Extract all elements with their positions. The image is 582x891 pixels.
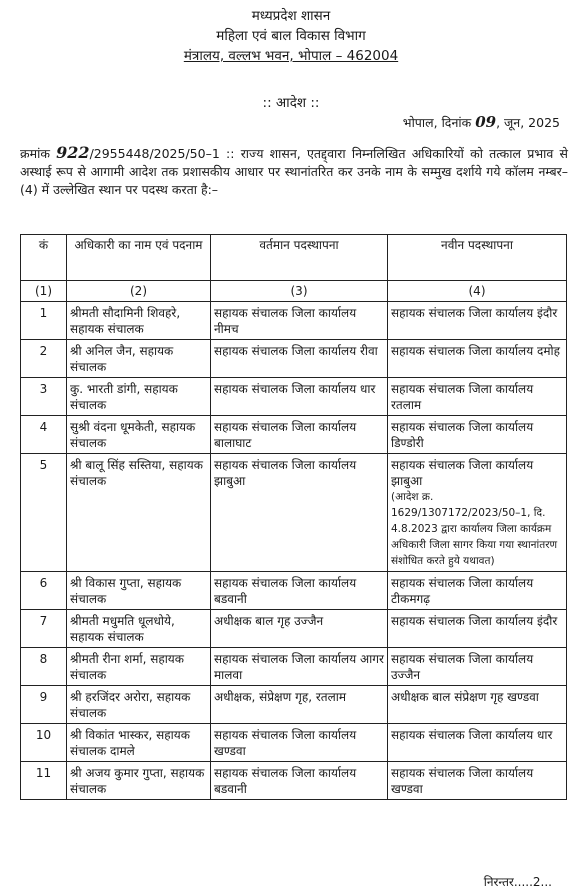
table-row	[21, 648, 567, 686]
row-officer-name-text: श्री हरजिंदर अरोरा, सहायक संचालक	[70, 690, 191, 720]
row-new-posting	[388, 648, 567, 686]
row-current-posting-text: सहायक संचालक जिला कार्यालय धार	[214, 382, 376, 396]
col-num-3: (3)	[211, 281, 388, 302]
dateline	[403, 113, 560, 131]
table-body	[21, 302, 567, 800]
row-sn	[21, 340, 67, 378]
row-officer-name	[67, 762, 211, 800]
row-new-posting-text: सहायक संचालक जिला कार्यालय रतलाम	[391, 382, 534, 412]
letterhead	[0, 6, 582, 66]
row-current-posting	[211, 610, 388, 648]
row-current-posting	[211, 648, 388, 686]
table-row	[21, 762, 567, 800]
row-officer-name-text: सुश्री वंदना धूमकेती, सहायक संचालक	[70, 420, 196, 450]
table-header-row	[21, 235, 567, 281]
row-sn-text: 4	[39, 420, 48, 434]
header-new: नवीन पदस्थापना	[388, 235, 567, 281]
row-current-posting	[211, 454, 388, 572]
row-current-posting-text: सहायक संचालक जिला कार्यालय बालाघाट	[214, 420, 357, 450]
row-new-posting-text: सहायक संचालक जिला कार्यालय झाबुआ	[391, 458, 534, 488]
row-sn-text: 8	[39, 652, 48, 666]
row-current-posting	[211, 724, 388, 762]
row-officer-name-text: श्रीमती सौदामिनी शिवहरे, सहायक संचालक	[70, 306, 181, 336]
row-new-posting-text: सहायक संचालक जिला कार्यालय उज्जैन	[391, 652, 534, 682]
row-current-posting-text: सहायक संचालक जिला कार्यालय झाबुआ	[214, 458, 357, 488]
dateline-prefix: भोपाल, दिनांक	[402, 115, 472, 130]
row-new-posting	[388, 686, 567, 724]
transfer-table	[20, 234, 567, 800]
row-new-posting	[388, 572, 567, 610]
row-current-posting-text: अधीक्षक बाल गृह उज्जैन	[214, 614, 324, 628]
department-name: महिला एवं बाल विकास विभाग	[216, 28, 366, 44]
row-new-posting	[388, 340, 567, 378]
row-new-posting	[388, 762, 567, 800]
table-row	[21, 302, 567, 340]
row-sn	[21, 378, 67, 416]
row-new-posting-text: सहायक संचालक जिला कार्यालय डिण्डोरी	[391, 420, 534, 450]
row-officer-name-text: श्री विकांत भास्कर, सहायक संचालक दामले	[70, 728, 190, 758]
row-current-posting-text: अधीक्षक, संप्रेक्षण गृह, रतलाम	[214, 690, 347, 704]
row-sn-text: 10	[35, 728, 52, 742]
row-sn	[21, 302, 67, 340]
row-new-posting-text: सहायक संचालक जिला कार्यालय धार	[391, 728, 553, 742]
table-row	[21, 416, 567, 454]
row-current-posting	[211, 378, 388, 416]
order-text: राज्य शासन, एतद्द्वारा निम्नलिखित अधिकारियों को तत्काल प्रभाव से अस्थाई रूप से आगामी आदेश तक प्रशासकीय आधार पर स्थानांतरित कर उनके नाम के सम्मुख दर्शाये गये कॉलम नम्बर–(4) में उल्लेखित स्थान पर पदस्थ करता है:–	[20, 146, 568, 197]
department-address: मंत्रालय, वल्लभ भवन, भोपाल – 462004	[183, 48, 399, 64]
row-note: (आदेश क्र. 1629/1307172/2023/50–1, दि. 4.8.2023 द्वारा कार्यालय जिला कार्यक्रम अधिकारी जिला सागर किया गया स्थानांतरण संशोधित करते हुये यथावत)	[391, 491, 558, 567]
header-name: अधिकारी का नाम एवं पदनाम	[67, 235, 211, 281]
row-current-posting	[211, 762, 388, 800]
table-row	[21, 610, 567, 648]
table-row	[21, 454, 567, 572]
col-num-1: (1)	[21, 281, 67, 302]
row-new-posting	[388, 416, 567, 454]
col-num-4: (4)	[388, 281, 567, 302]
row-sn	[21, 762, 67, 800]
row-current-posting	[211, 686, 388, 724]
row-new-posting-text: सहायक संचालक जिला कार्यालय दमोह	[391, 344, 560, 358]
table-row	[21, 686, 567, 724]
row-new-posting	[388, 302, 567, 340]
row-officer-name	[67, 572, 211, 610]
ref-number: 922	[56, 143, 90, 162]
row-current-posting-text: सहायक संचालक जिला कार्यालय बडवानी	[214, 766, 357, 796]
table-row	[21, 572, 567, 610]
row-sn	[21, 610, 67, 648]
header-sn: कं	[21, 235, 67, 281]
row-officer-name-text: श्रीमती रीना शर्मा, सहायक संचालक	[70, 652, 184, 682]
row-sn-text: 3	[39, 382, 48, 396]
row-officer-name	[67, 454, 211, 572]
continued-note: निरन्तर.....2...	[483, 875, 552, 889]
row-officer-name	[67, 686, 211, 724]
row-officer-name	[67, 340, 211, 378]
row-sn	[21, 416, 67, 454]
row-officer-name	[67, 648, 211, 686]
table-row	[21, 340, 567, 378]
row-current-posting-text: सहायक संचालक जिला कार्यालय नीमच	[214, 306, 357, 336]
row-sn-text: 2	[39, 344, 48, 358]
row-sn-text: 1	[39, 306, 48, 320]
row-sn	[21, 454, 67, 572]
row-new-posting-text: सहायक संचालक जिला कार्यालय इंदौर	[391, 306, 558, 320]
row-new-posting-text: अधीक्षक बाल संप्रेक्षण गृह खण्डवा	[391, 690, 539, 704]
row-sn	[21, 648, 67, 686]
row-current-posting-text: सहायक संचालक जिला कार्यालय बडवानी	[214, 576, 357, 606]
row-new-posting	[388, 378, 567, 416]
row-officer-name	[67, 302, 211, 340]
row-current-posting-text: सहायक संचालक जिला कार्यालय आगर मालवा	[214, 652, 384, 682]
row-officer-name	[67, 610, 211, 648]
row-sn-text: 6	[39, 576, 48, 590]
row-sn-text: 5	[39, 458, 48, 472]
column-number-row	[21, 281, 567, 302]
row-officer-name	[67, 416, 211, 454]
row-officer-name-text: श्री अजय कुमार गुप्ता, सहायक संचालक	[70, 766, 205, 796]
row-officer-name-text: कु. भारती डांगी, सहायक संचालक	[70, 382, 178, 412]
dateline-suffix: , जून, 2025	[496, 115, 560, 130]
row-sn	[21, 572, 67, 610]
col-num-2: (2)	[67, 281, 211, 302]
row-current-posting	[211, 340, 388, 378]
table-row	[21, 724, 567, 762]
row-officer-name-text: श्री बालू सिंह सस्तिया, सहायक संचालक	[70, 458, 203, 488]
row-current-posting-text: सहायक संचालक जिला कार्यालय रीवा	[214, 344, 378, 358]
row-officer-name-text: श्री अनिल जैन, सहायक संचालक	[70, 344, 174, 374]
row-current-posting	[211, 416, 388, 454]
row-sn-text: 11	[35, 766, 52, 780]
row-new-posting-text: सहायक संचालक जिला कार्यालय खण्डवा	[391, 766, 534, 796]
row-new-posting	[388, 454, 567, 572]
order-body	[20, 144, 568, 199]
header-current: वर्तमान पदस्थापना	[211, 235, 388, 281]
government-name: मध्यप्रदेश शासन	[251, 8, 331, 24]
order-title: :: आदेश ::	[262, 95, 320, 111]
row-current-posting	[211, 572, 388, 610]
row-officer-name-text: श्री विकास गुप्ता, सहायक संचालक	[70, 576, 182, 606]
row-officer-name	[67, 378, 211, 416]
row-current-posting-text: सहायक संचालक जिला कार्यालय खण्डवा	[214, 728, 357, 758]
ref-label: क्रमांक	[20, 146, 50, 161]
row-new-posting-text: सहायक संचालक जिला कार्यालय इंदौर	[391, 614, 558, 628]
row-new-posting-text: सहायक संचालक जिला कार्यालय टीकमगढ़	[391, 576, 534, 606]
table-row	[21, 378, 567, 416]
row-sn-text: 7	[39, 614, 48, 628]
ref-suffix: /2955448/2025/50–1 ::	[89, 146, 235, 161]
row-officer-name-text: श्रीमती मधुमति धूलधोये, सहायक संचालक	[70, 614, 175, 644]
row-officer-name	[67, 724, 211, 762]
row-sn-text: 9	[39, 690, 48, 704]
dateline-day: 09	[475, 113, 497, 131]
row-sn	[21, 686, 67, 724]
row-current-posting	[211, 302, 388, 340]
row-new-posting	[388, 724, 567, 762]
row-new-posting	[388, 610, 567, 648]
row-sn	[21, 724, 67, 762]
